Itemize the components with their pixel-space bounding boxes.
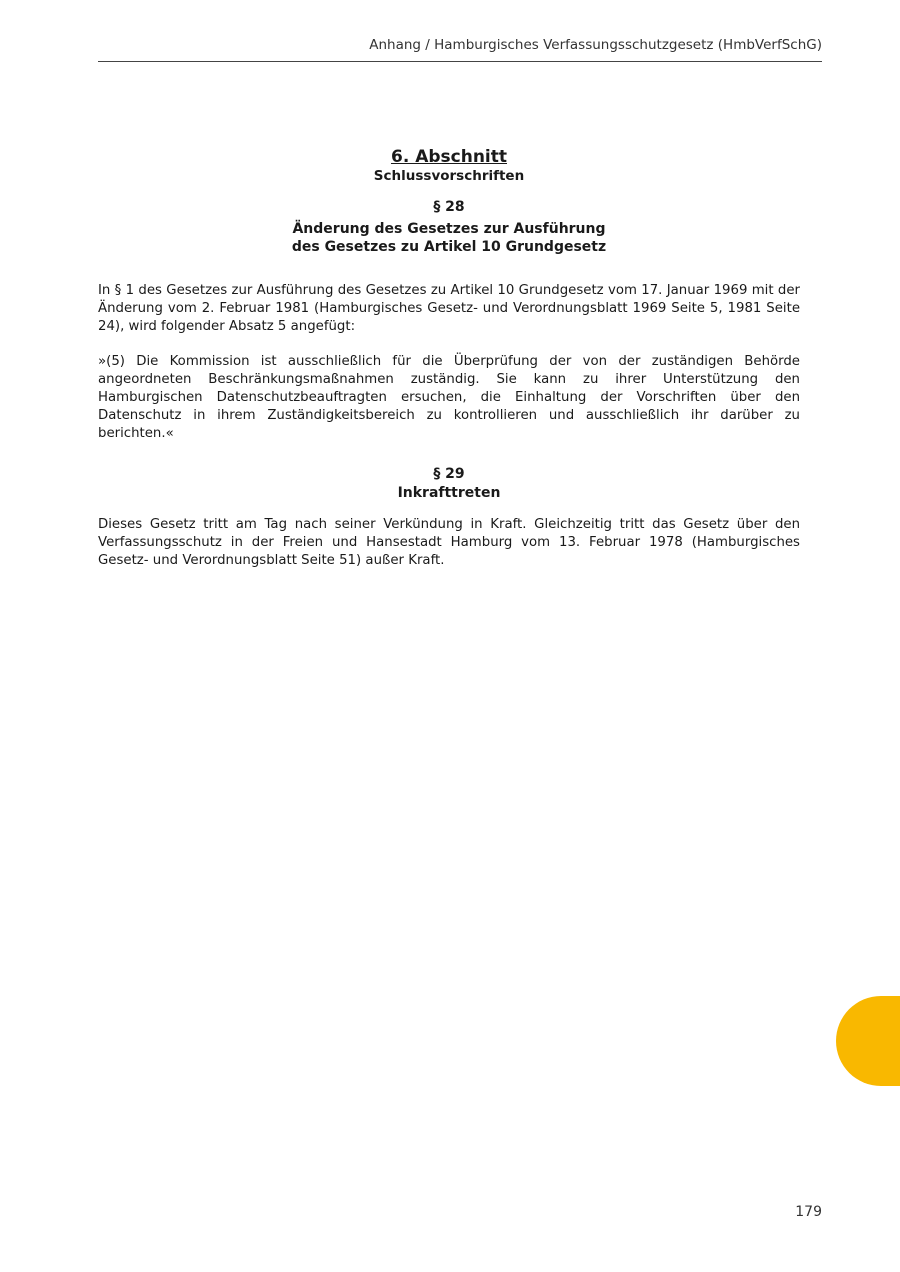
running-header: Anhang / Hamburgisches Verfassungsschutzgesetz (HmbVerfSchG) [369,37,822,53]
paragraph-28-title [98,220,800,256]
paragraph-28-text-2: »(5) Die Kommission ist ausschließlich für die Überprüfung der von der zuständigen Behörde angeordneten Beschränkungsmaßnahmen zuständig. Sie kann zu ihrer Unterstützung den Hamburgischen Datenschutzbeauftragten ersuchen, die Einhaltung der Vorschriften über den Datenschutz in ihrem Zuständigkeitsbereich zu kontrollieren und ausschließlich ihr darüber zu berichten.« [98,354,800,441]
paragraph-29-number: § 29 [433,466,465,482]
paragraph-28-title-line-2: des Gesetzes zu Artikel 10 Grundgesetz [291,239,607,255]
chapter-tab-marker [836,996,900,1086]
paragraph-29-title: Inkrafttreten [397,485,501,501]
paragraph-28-number: § 28 [433,199,465,215]
paragraph-28-title-line-1: Änderung des Gesetzes zur Ausführung [292,221,606,237]
paragraph-29-text: Dieses Gesetz tritt am Tag nach seiner Verkündung in Kraft. Gleichzeitig tritt das Gesetz über den Verfassungsschutz in der Freien und Hansestadt Hamburg vom 13. Februar 1978 (Hamburgisches Gesetz- und Verordnungsblatt Seite 51) außer Kraft. [98,517,800,568]
page-number: 179 [795,1204,822,1220]
paragraph-28-text-1: In § 1 des Gesetzes zur Ausführung des Gesetzes zu Artikel 10 Grundgesetz vom 17. Januar 1969 mit der Änderung vom 2. Februar 1981 (Hamburgisches Gesetz- und Verordnungsblatt 1969 Seite 5, 1981 Seite 24), wird folgender Absatz 5 angefügt: [98,283,800,334]
header-rule [98,61,822,62]
section-title: 6. Abschnitt [390,147,507,167]
section-subtitle: Schlussvorschriften [373,168,525,184]
